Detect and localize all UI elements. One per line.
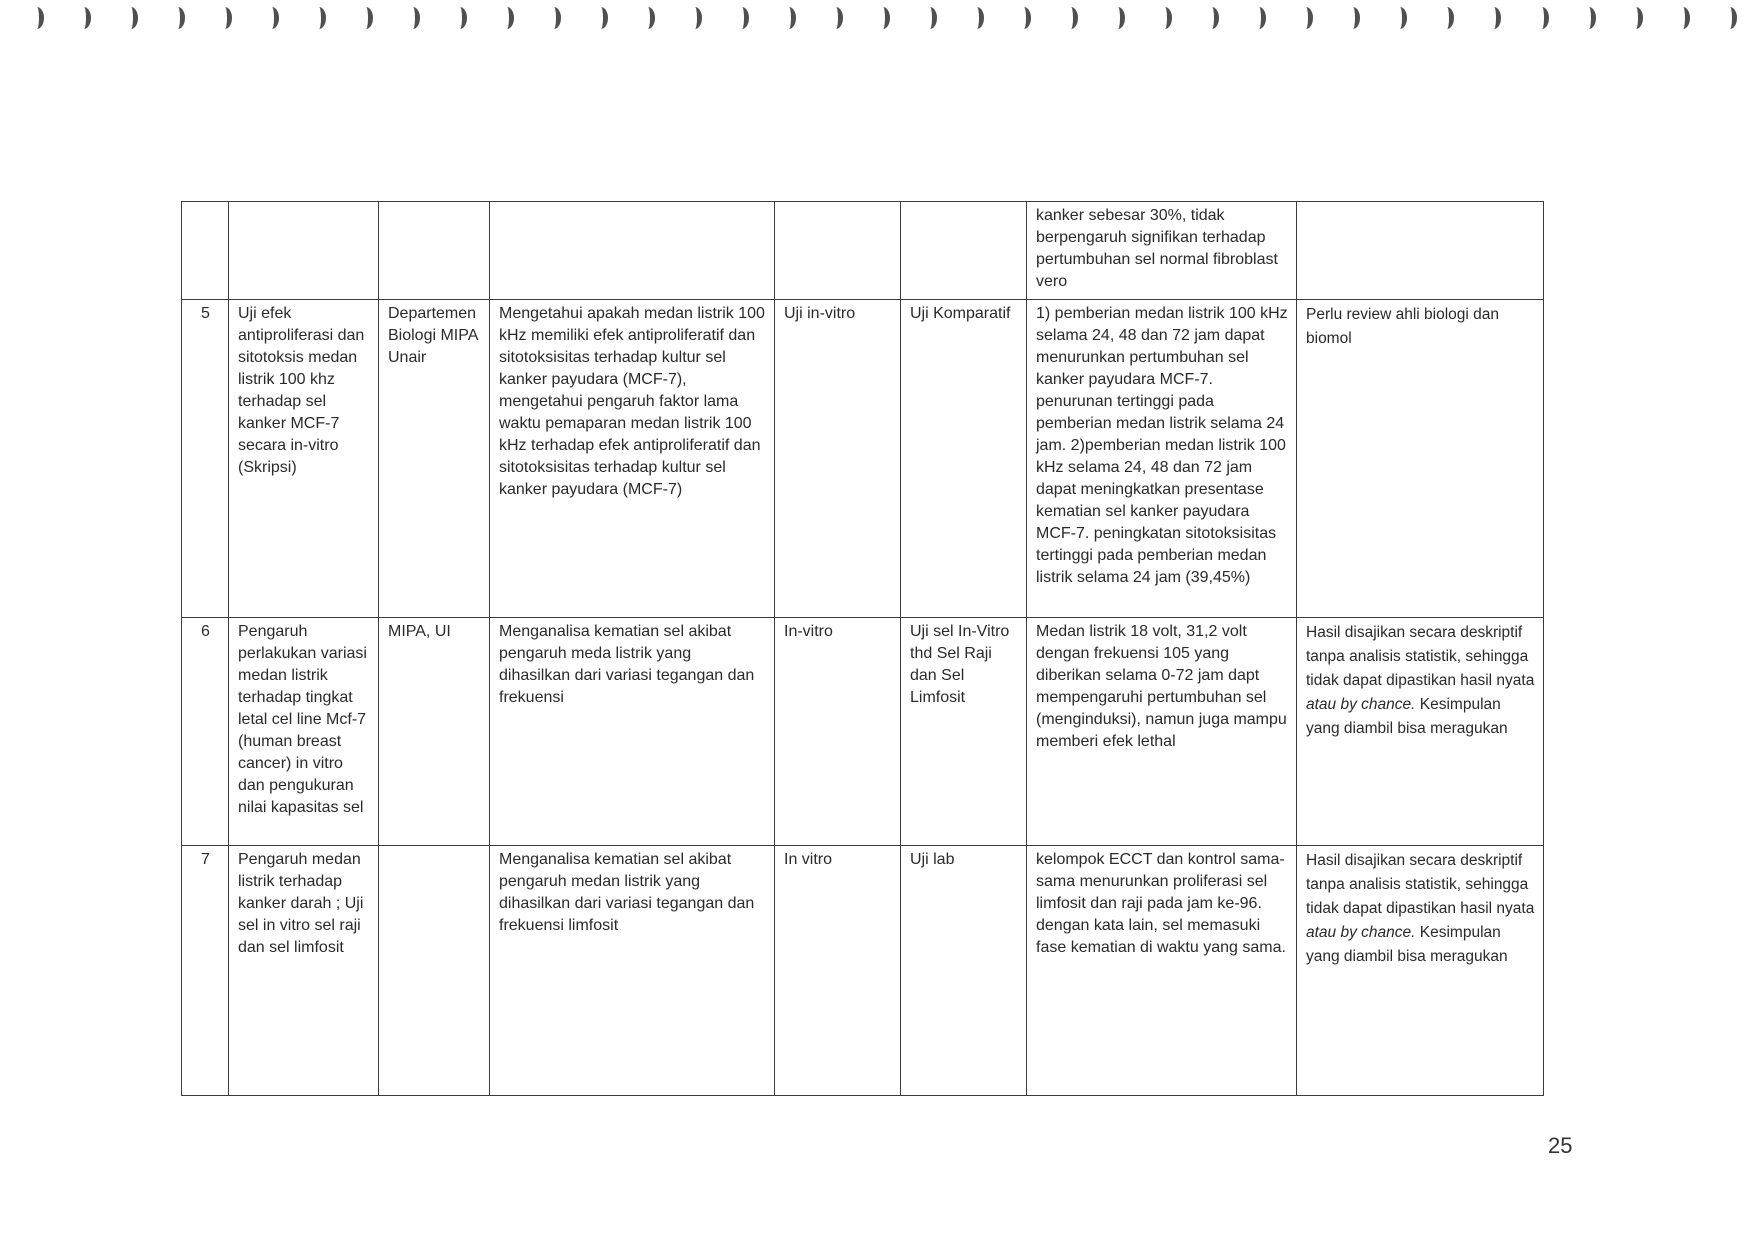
research-review-table [181, 201, 1544, 1096]
cell-judul: Pengaruh perlakukan variasi medan listrik terhadap tingkat letal cel line Mcf-7 (human breast cancer) in vitro dan pengukuran nilai kapasitas sel [229, 618, 379, 846]
cell-jenis: In-vitro [775, 618, 901, 846]
page-number: 25 [1548, 1133, 1573, 1158]
cell-no [182, 202, 229, 300]
cell-judul: Pengaruh medan listrik terhadap kanker darah ; Uji sel in vitro sel raji dan sel limfosit [229, 846, 379, 1096]
binding-ring-icon [829, 7, 843, 29]
binding-ring-icon [547, 7, 561, 29]
cell-tujuan: Mengetahui apakah medan listrik 100 kHz memiliki efek antiproliferatif dan sitotoksisitas terhadap kultur sel kanker payudara (MCF-7), mengetahui pengaruh faktor lama waktu pemaparan medan listrik 100 kHz terhadap efek antiproliferatif dan sitotoksisitas terhadap kultur sel kanker payudara (MCF-7) [490, 300, 775, 618]
binding-ring-icon [265, 7, 279, 29]
cell-tujuan [490, 202, 775, 300]
binding-ring-icon [1393, 7, 1407, 29]
binding-ring-icon [1017, 7, 1031, 29]
binding-ring-icon [1205, 7, 1219, 29]
binding-ring-icon [641, 7, 655, 29]
binding-ring-icon [77, 7, 91, 29]
cell-institusi: MIPA, UI [379, 618, 490, 846]
cell-catatan [1297, 846, 1544, 1096]
cell-tujuan: Menganalisa kematian sel akibat pengaruh medan listrik yang dihasilkan dari variasi tegangan dan frekuensi limfosit [490, 846, 775, 1096]
binding-ring-icon [735, 7, 749, 29]
cell-desain: Uji Komparatif [901, 300, 1027, 618]
cell-tujuan: Menganalisa kematian sel akibat pengaruh meda listrik yang dihasilkan dari variasi tegangan dan frekuensi [490, 618, 775, 846]
binding-ring-icon [1346, 7, 1360, 29]
binding-ring-icon [312, 7, 326, 29]
binding-ring-icon [1582, 7, 1596, 29]
cell-hasil: Medan listrik 18 volt, 31,2 volt dengan frekuensi 105 yang diberikan selama 0-72 jam dapt mempengaruhi pertumbuhan sel (menginduksi), namun juga mampu memberi efek lethal [1027, 618, 1297, 846]
binding-ring-icon [1723, 7, 1737, 29]
catatan-text-end: Kesimpulan yang diambil bisa meragukan [1306, 924, 1508, 965]
cell-institusi [379, 846, 490, 1096]
spiral-binding [0, 0, 1749, 40]
binding-ring-icon [1064, 7, 1078, 29]
binding-ring-icon [1111, 7, 1125, 29]
cell-judul: Uji efek antiproliferasi dan sitotoksis medan listrik 100 khz terhadap sel kanker MCF-7 secara in-vitro (Skripsi) [229, 300, 379, 618]
binding-ring-icon [923, 7, 937, 29]
binding-ring-icon [970, 7, 984, 29]
cell-judul [229, 202, 379, 300]
cell-institusi: Departemen Biologi MIPA Unair [379, 300, 490, 618]
cell-desain: Uji sel In-Vitro thd Sel Raji dan Sel Limfosit [901, 618, 1027, 846]
binding-ring-icon [1487, 7, 1501, 29]
cell-jenis: In vitro [775, 846, 901, 1096]
binding-ring-icon [500, 7, 514, 29]
binding-ring-icon [1629, 7, 1643, 29]
cell-catatan [1297, 202, 1544, 300]
cell-desain: Uji lab [901, 846, 1027, 1096]
binding-ring-icon [171, 7, 185, 29]
binding-ring-icon [406, 7, 420, 29]
cell-institusi [379, 202, 490, 300]
cell-catatan [1297, 618, 1544, 846]
cell-no: 7 [182, 846, 229, 1096]
binding-ring-icon [1158, 7, 1172, 29]
catatan-text: Hasil disajikan secara deskriptif tanpa analisis statistik, sehingga tidak dapat dipastikan hasil nyata [1306, 852, 1535, 917]
cell-hasil: 1) pemberian medan listrik 100 kHz selama 24, 48 dan 72 jam dapat menurunkan pertumbuhan sel kanker payudara MCF-7. penurunan tertinggi pada pemberian medan listrik selama 24 jam. 2)pemberian medan listrik 100 kHz selama 24, 48 dan 72 jam dapat meningkatkan presentase kematian sel kanker payudara MCF-7. peningkatan sitotoksisitas tertinggi pada pemberian medan listrik selama 24 jam (39,45%) [1027, 300, 1297, 618]
binding-ring-icon [124, 7, 138, 29]
cell-desain [901, 202, 1027, 300]
binding-ring-icon [30, 7, 44, 29]
binding-ring-icon [594, 7, 608, 29]
binding-ring-icon [1252, 7, 1266, 29]
binding-ring-icon [782, 7, 796, 29]
cell-catatan: Perlu review ahli biologi dan biomol [1297, 300, 1544, 618]
cell-no: 5 [182, 300, 229, 618]
table-row-carryover [182, 202, 1544, 300]
cell-jenis: Uji in-vitro [775, 300, 901, 618]
catatan-text-end: Kesimpulan yang diambil bisa meragukan [1306, 696, 1508, 737]
catatan-emphasis: atau by chance. [1306, 696, 1416, 713]
table-row [182, 618, 1544, 846]
table-row [182, 300, 1544, 618]
table-row [182, 846, 1544, 1096]
binding-ring-icon [453, 7, 467, 29]
cell-hasil: kanker sebesar 30%, tidak berpengaruh signifikan terhadap pertumbuhan sel normal fibroblast vero [1027, 202, 1297, 300]
cell-hasil: kelompok ECCT dan kontrol sama-sama menurunkan proliferasi sel limfosit dan raji pada jam ke-96. dengan kata lain, sel memasuki fase kematian di waktu yang sama. [1027, 846, 1297, 1096]
catatan-emphasis: atau by chance. [1306, 924, 1416, 941]
binding-ring-icon [218, 7, 232, 29]
catatan-text: Hasil disajikan secara deskriptif tanpa analisis statistik, sehingga tidak dapat dipastikan hasil nyata [1306, 624, 1535, 689]
binding-ring-icon [1440, 7, 1454, 29]
binding-ring-icon [1535, 7, 1549, 29]
binding-ring-icon [876, 7, 890, 29]
binding-ring-icon [1299, 7, 1313, 29]
cell-jenis [775, 202, 901, 300]
cell-no: 6 [182, 618, 229, 846]
binding-ring-icon [688, 7, 702, 29]
binding-ring-icon [1676, 7, 1690, 29]
binding-ring-icon [359, 7, 373, 29]
